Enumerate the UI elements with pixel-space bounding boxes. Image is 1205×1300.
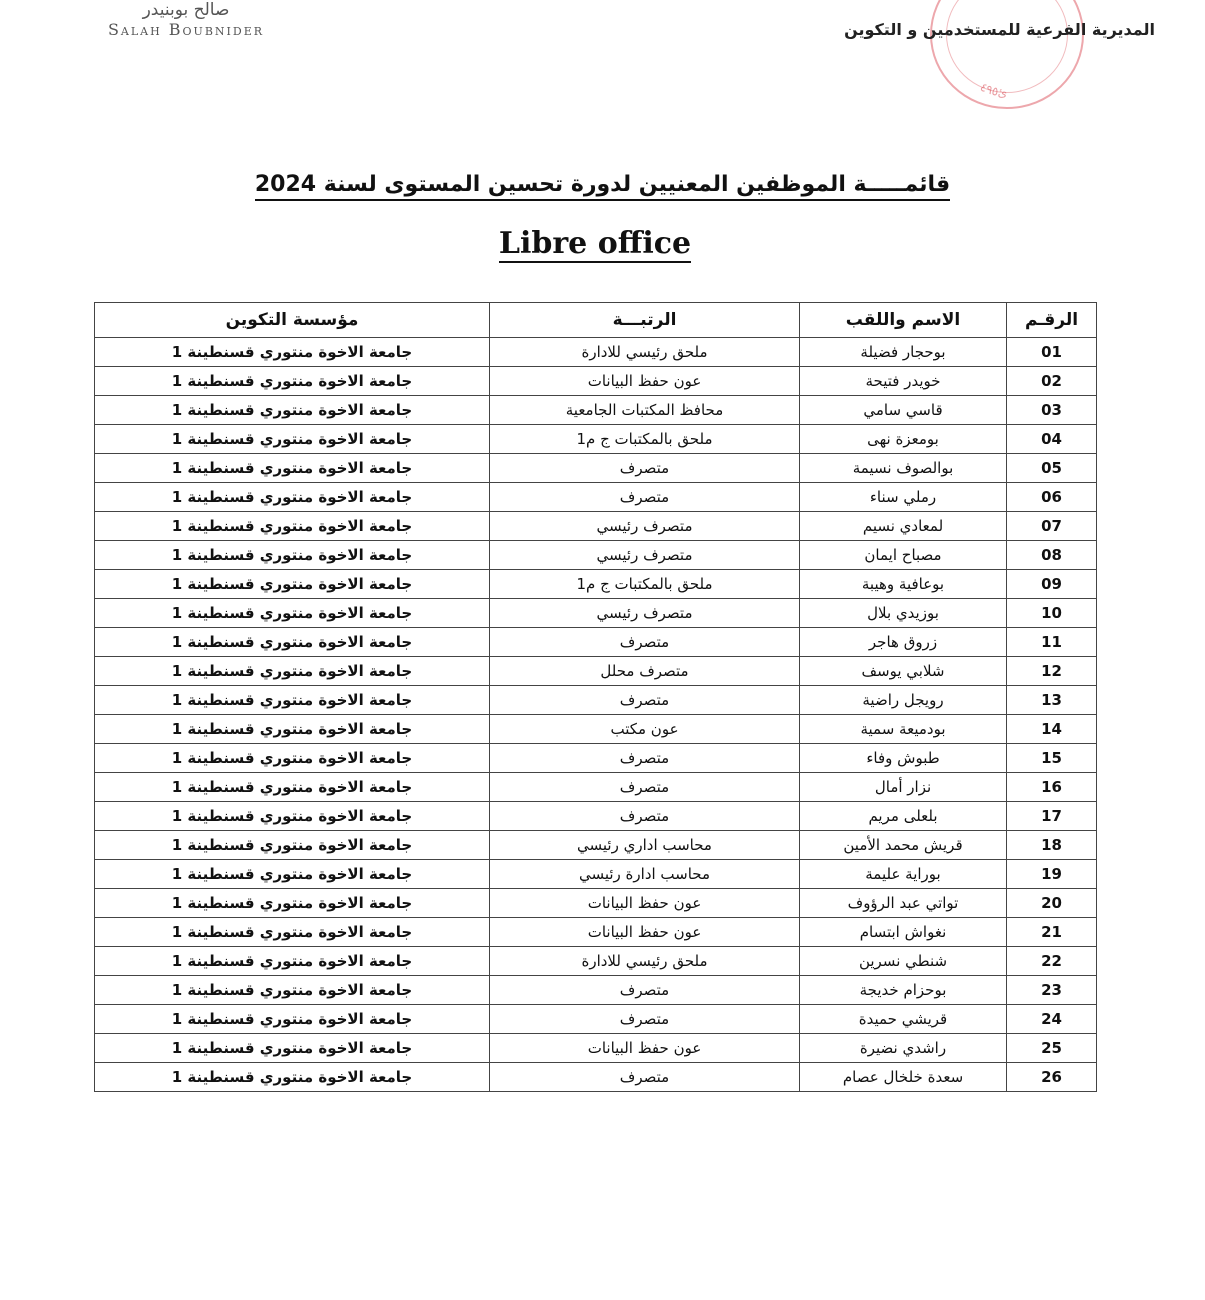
cell-name: بوحجار فضيلة [800, 338, 1007, 367]
cell-name: شلابي يوسف [800, 657, 1007, 686]
cell-grade: ملحق بالمكتبات ج م1 [490, 570, 800, 599]
cell-grade: ملحق بالمكتبات ج م1 [490, 425, 800, 454]
document-title-latin [0, 224, 1190, 264]
staff-list-table [94, 302, 1097, 1092]
cell-number: 15 [1007, 744, 1097, 773]
cell-institution: جامعة الاخوة منتوري قسنطينة 1 [95, 483, 490, 512]
university-logo [86, 0, 286, 40]
cell-institution: جامعة الاخوة منتوري قسنطينة 1 [95, 744, 490, 773]
cell-name: بودميعة سمية [800, 715, 1007, 744]
cell-name: بوعافية وهيبة [800, 570, 1007, 599]
table-row [95, 860, 1097, 889]
cell-grade: عون حفظ البيانات [490, 918, 800, 947]
cell-institution: جامعة الاخوة منتوري قسنطينة 1 [95, 541, 490, 570]
table-row [95, 918, 1097, 947]
cell-number: 22 [1007, 947, 1097, 976]
cell-name: قاسي سامي [800, 396, 1007, 425]
cell-grade: محاسب اداري رئيسي [490, 831, 800, 860]
header-name: الاسم واللقب [800, 303, 1007, 338]
table-header-row [95, 303, 1097, 338]
cell-name: طبوش وفاء [800, 744, 1007, 773]
cell-number: 07 [1007, 512, 1097, 541]
table-row [95, 976, 1097, 1005]
document-title-latin-text: Libre office [498, 226, 692, 261]
cell-number: 17 [1007, 802, 1097, 831]
cell-grade: متصرف [490, 483, 800, 512]
cell-number: 14 [1007, 715, 1097, 744]
table-row [95, 512, 1097, 541]
table-row [95, 657, 1097, 686]
table-row [95, 483, 1097, 512]
cell-name: خويدر فتيحة [800, 367, 1007, 396]
cell-grade: متصرف [490, 802, 800, 831]
cell-institution: جامعة الاخوة منتوري قسنطينة 1 [95, 628, 490, 657]
directorate-heading: المديرية الفرعية للمستخدمين و التكوين [844, 20, 1155, 39]
cell-institution: جامعة الاخوة منتوري قسنطينة 1 [95, 1005, 490, 1034]
cell-name: تواتي عبد الرؤوف [800, 889, 1007, 918]
cell-name: نغواش ابتسام [800, 918, 1007, 947]
cell-number: 09 [1007, 570, 1097, 599]
cell-grade: متصرف [490, 686, 800, 715]
table-row [95, 425, 1097, 454]
cell-grade: متصرف [490, 454, 800, 483]
document-title-arabic-text: قائمـــــة الموظفين المعنيين لدورة تحسين المستوى لسنة 2024 [255, 172, 950, 201]
cell-grade: ملحق رئيسي للادارة [490, 338, 800, 367]
cell-number: 06 [1007, 483, 1097, 512]
cell-number: 24 [1007, 1005, 1097, 1034]
cell-number: 01 [1007, 338, 1097, 367]
table-row [95, 599, 1097, 628]
table-row [95, 802, 1097, 831]
document-title-arabic [0, 170, 1205, 200]
cell-number: 11 [1007, 628, 1097, 657]
cell-grade: متصرف رئيسي [490, 599, 800, 628]
cell-grade: عون حفظ البيانات [490, 1034, 800, 1063]
cell-institution: جامعة الاخوة منتوري قسنطينة 1 [95, 686, 490, 715]
cell-number: 04 [1007, 425, 1097, 454]
logo-arabic-text: صالح بوبنيدر [142, 0, 230, 20]
cell-number: 08 [1007, 541, 1097, 570]
cell-institution: جامعة الاخوة منتوري قسنطينة 1 [95, 1063, 490, 1092]
table-row [95, 541, 1097, 570]
table-row [95, 338, 1097, 367]
table-row [95, 628, 1097, 657]
cell-institution: جامعة الاخوة منتوري قسنطينة 1 [95, 396, 490, 425]
cell-institution: جامعة الاخوة منتوري قسنطينة 1 [95, 1034, 490, 1063]
table-row [95, 396, 1097, 425]
cell-number: 03 [1007, 396, 1097, 425]
cell-name: بوزيدي بلال [800, 599, 1007, 628]
cell-grade: عون مكتب [490, 715, 800, 744]
cell-name: زروق هاجر [800, 628, 1007, 657]
table-row [95, 773, 1097, 802]
cell-grade: متصرف [490, 773, 800, 802]
cell-name: بوراية عليمة [800, 860, 1007, 889]
cell-institution: جامعة الاخوة منتوري قسنطينة 1 [95, 657, 490, 686]
stamp-text-arc [932, 0, 1082, 107]
cell-name: قريشي حميدة [800, 1005, 1007, 1034]
cell-grade: متصرف [490, 976, 800, 1005]
table-row [95, 1005, 1097, 1034]
cell-name: رملي سناء [800, 483, 1007, 512]
cell-number: 23 [1007, 976, 1097, 1005]
cell-name: مصباح ايمان [800, 541, 1007, 570]
cell-institution: جامعة الاخوة منتوري قسنطينة 1 [95, 599, 490, 628]
cell-institution: جامعة الاخوة منتوري قسنطينة 1 [95, 367, 490, 396]
cell-grade: عون حفظ البيانات [490, 889, 800, 918]
cell-grade: متصرف [490, 1005, 800, 1034]
cell-name: لمعادي نسيم [800, 512, 1007, 541]
cell-institution: جامعة الاخوة منتوري قسنطينة 1 [95, 860, 490, 889]
cell-number: 20 [1007, 889, 1097, 918]
cell-number: 12 [1007, 657, 1097, 686]
cell-institution: جامعة الاخوة منتوري قسنطينة 1 [95, 802, 490, 831]
table-row [95, 947, 1097, 976]
cell-number: 05 [1007, 454, 1097, 483]
table-row [95, 744, 1097, 773]
cell-grade: عون حفظ البيانات [490, 367, 800, 396]
cell-number: 21 [1007, 918, 1097, 947]
cell-institution: جامعة الاخوة منتوري قسنطينة 1 [95, 918, 490, 947]
table-row [95, 454, 1097, 483]
table-row [95, 570, 1097, 599]
cell-name: راشدي نضيرة [800, 1034, 1007, 1063]
table-row [95, 686, 1097, 715]
table-row [95, 1063, 1097, 1092]
cell-institution: جامعة الاخوة منتوري قسنطينة 1 [95, 570, 490, 599]
cell-name: شنطي نسرين [800, 947, 1007, 976]
header-institution: مؤسسة التكوين [95, 303, 490, 338]
cell-institution: جامعة الاخوة منتوري قسنطينة 1 [95, 947, 490, 976]
cell-number: 18 [1007, 831, 1097, 860]
cell-name: قريش محمد الأمين [800, 831, 1007, 860]
cell-institution: جامعة الاخوة منتوري قسنطينة 1 [95, 831, 490, 860]
header-number: الرقـم [1007, 303, 1097, 338]
table-row [95, 831, 1097, 860]
svg-text:ئ٤٩٥ [978, 80, 1008, 100]
cell-grade: محافظ المكتبات الجامعية [490, 396, 800, 425]
cell-number: 25 [1007, 1034, 1097, 1063]
official-stamp [930, 0, 1084, 109]
cell-institution: جامعة الاخوة منتوري قسنطينة 1 [95, 425, 490, 454]
cell-grade: متصرف رئيسي [490, 512, 800, 541]
cell-number: 26 [1007, 1063, 1097, 1092]
cell-name: بلعلى مريم [800, 802, 1007, 831]
cell-institution: جامعة الاخوة منتوري قسنطينة 1 [95, 976, 490, 1005]
cell-name: رويجل راضية [800, 686, 1007, 715]
table-body [95, 338, 1097, 1092]
header-grade: الرتبـــة [490, 303, 800, 338]
cell-institution: جامعة الاخوة منتوري قسنطينة 1 [95, 715, 490, 744]
logo-latin-text: Salah Boubnider [107, 20, 265, 39]
cell-institution: جامعة الاخوة منتوري قسنطينة 1 [95, 773, 490, 802]
table-row [95, 1034, 1097, 1063]
cell-grade: متصرف [490, 744, 800, 773]
table-row [95, 889, 1097, 918]
stamp-text: ئ٤٩٥ [977, 79, 1008, 100]
cell-number: 02 [1007, 367, 1097, 396]
cell-number: 19 [1007, 860, 1097, 889]
cell-name: سعدة خلخال عصام [800, 1063, 1007, 1092]
cell-name: بومعزة نهى [800, 425, 1007, 454]
table-row [95, 715, 1097, 744]
cell-grade: متصرف [490, 628, 800, 657]
cell-grade: متصرف [490, 1063, 800, 1092]
cell-institution: جامعة الاخوة منتوري قسنطينة 1 [95, 338, 490, 367]
cell-name: بوحزام خديجة [800, 976, 1007, 1005]
cell-name: نزار أمال [800, 773, 1007, 802]
cell-grade: متصرف محلل [490, 657, 800, 686]
table-row [95, 367, 1097, 396]
cell-institution: جامعة الاخوة منتوري قسنطينة 1 [95, 512, 490, 541]
cell-grade: محاسب ادارة رئيسي [490, 860, 800, 889]
cell-institution: جامعة الاخوة منتوري قسنطينة 1 [95, 454, 490, 483]
cell-number: 13 [1007, 686, 1097, 715]
cell-name: بوالصوف نسيمة [800, 454, 1007, 483]
cell-grade: ملحق رئيسي للادارة [490, 947, 800, 976]
cell-number: 10 [1007, 599, 1097, 628]
cell-number: 16 [1007, 773, 1097, 802]
cell-grade: متصرف رئيسي [490, 541, 800, 570]
cell-institution: جامعة الاخوة منتوري قسنطينة 1 [95, 889, 490, 918]
